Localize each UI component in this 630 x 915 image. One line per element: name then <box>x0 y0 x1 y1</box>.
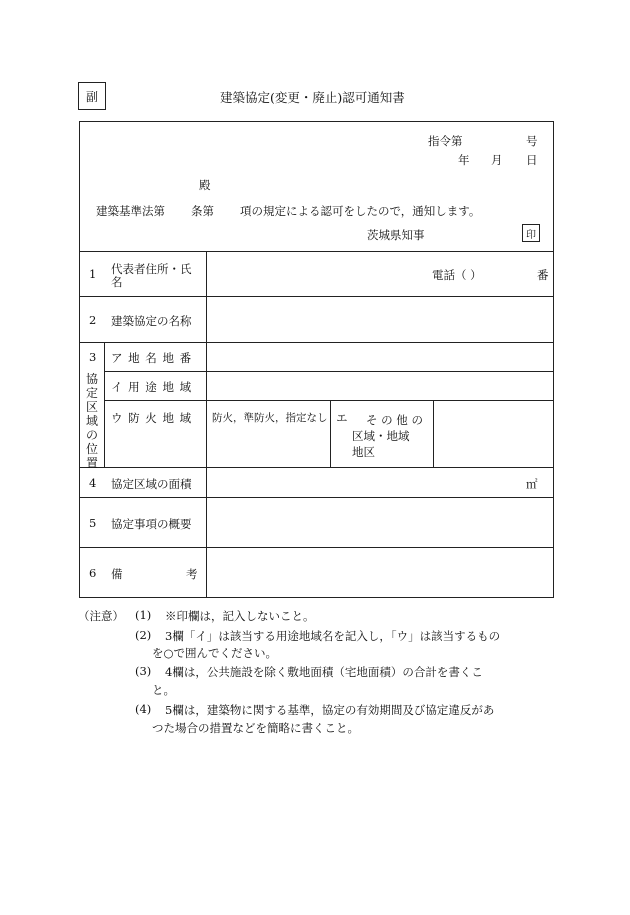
row-3-number: 3 <box>89 350 97 364</box>
month-label: 月 <box>491 153 503 167</box>
row-3e-line1: そ の 他 の <box>366 413 423 427</box>
row-3e-prefix: エ <box>336 411 348 425</box>
row-3u-label: ウ 防 火 地 域 <box>111 411 193 425</box>
note-4-line2: つた場合の措置などを簡略に書くこと。 <box>152 721 359 735</box>
agreement-summary-field[interactable] <box>207 498 553 547</box>
note-3-number: (3) <box>135 664 152 678</box>
remarks-field[interactable] <box>207 548 553 597</box>
clause-text: 項の規定による認可をしたので，通知します。 <box>240 204 481 218</box>
note-1-number: (1) <box>135 608 152 622</box>
representative-field[interactable] <box>207 252 553 296</box>
note-2-number: (2) <box>135 628 152 642</box>
governor-label: 茨城県知事 <box>367 228 425 242</box>
addressee-suffix: 殿 <box>199 178 211 192</box>
row-5-label: 協定事項の概要 <box>111 517 192 531</box>
document-title: 建築協定(変更・廃止)認可通知書 <box>220 90 405 105</box>
agreement-name-field[interactable] <box>207 297 553 342</box>
row-5-number: 5 <box>89 516 97 530</box>
directive-label: 指令第 <box>428 134 463 148</box>
use-district-field[interactable] <box>207 372 553 400</box>
note-4-line1: 5欄は，建築物に関する基準，協定の有効期間及び協定違反があ <box>165 703 495 717</box>
row-1-number: 1 <box>89 267 97 281</box>
row-6-number: 6 <box>89 566 97 580</box>
area-field[interactable] <box>207 468 553 497</box>
location-field[interactable] <box>207 343 553 371</box>
phone-suffix: 番 <box>537 268 549 282</box>
law-prefix: 建築基準法第 <box>96 204 165 218</box>
row-4-number: 4 <box>89 476 97 490</box>
notes-heading: （注意） <box>78 609 124 623</box>
row-4-label: 協定区域の面積 <box>111 477 192 491</box>
row-6-label-left: 備 <box>111 567 123 581</box>
seal-stamp: 印 <box>522 224 540 242</box>
copy-label: 副 <box>78 82 106 110</box>
note-1-text: ※印欄は，記入しないこと。 <box>165 609 315 623</box>
number-suffix: 号 <box>526 134 538 148</box>
article-label: 条第 <box>191 204 214 218</box>
phone-label: 電話（ ） <box>432 268 482 282</box>
area-unit: ㎡ <box>526 477 538 491</box>
row-2-number: 2 <box>89 313 97 327</box>
year-label: 年 <box>458 153 470 167</box>
fire-district-options[interactable]: 防火，準防火，指定なし <box>212 412 328 424</box>
row-3i-label: イ 用 途 地 域 <box>111 380 193 394</box>
row-3-vertical-label: 協 定 区 域 の 位 置 <box>85 372 98 470</box>
row-3e-line2: 区域・地域 <box>352 429 410 443</box>
row-3a-label: ア 地 名 地 番 <box>111 351 193 365</box>
note-3-line1: 4欄は，公共施設を除く敷地面積（宅地面積）の合計を書くこ <box>165 665 483 679</box>
row-1-label-line1: 代表者住所・氏 <box>111 262 192 276</box>
row-2-label: 建築協定の名称 <box>111 314 192 328</box>
note-2-line1: 3欄「イ」は該当する用途地域名を記入し，「ウ」は該当するもの <box>165 629 501 643</box>
row-1-label-line2: 名 <box>111 275 123 289</box>
note-3-line2: と。 <box>152 683 175 697</box>
row-6-label-right: 考 <box>186 567 198 581</box>
day-label: 日 <box>526 153 538 167</box>
note-4-number: (4) <box>135 702 152 716</box>
other-district-field[interactable] <box>434 401 553 467</box>
note-2-line2: を○で囲んでください。 <box>152 646 278 660</box>
row-3e-line3: 地区 <box>352 445 375 459</box>
